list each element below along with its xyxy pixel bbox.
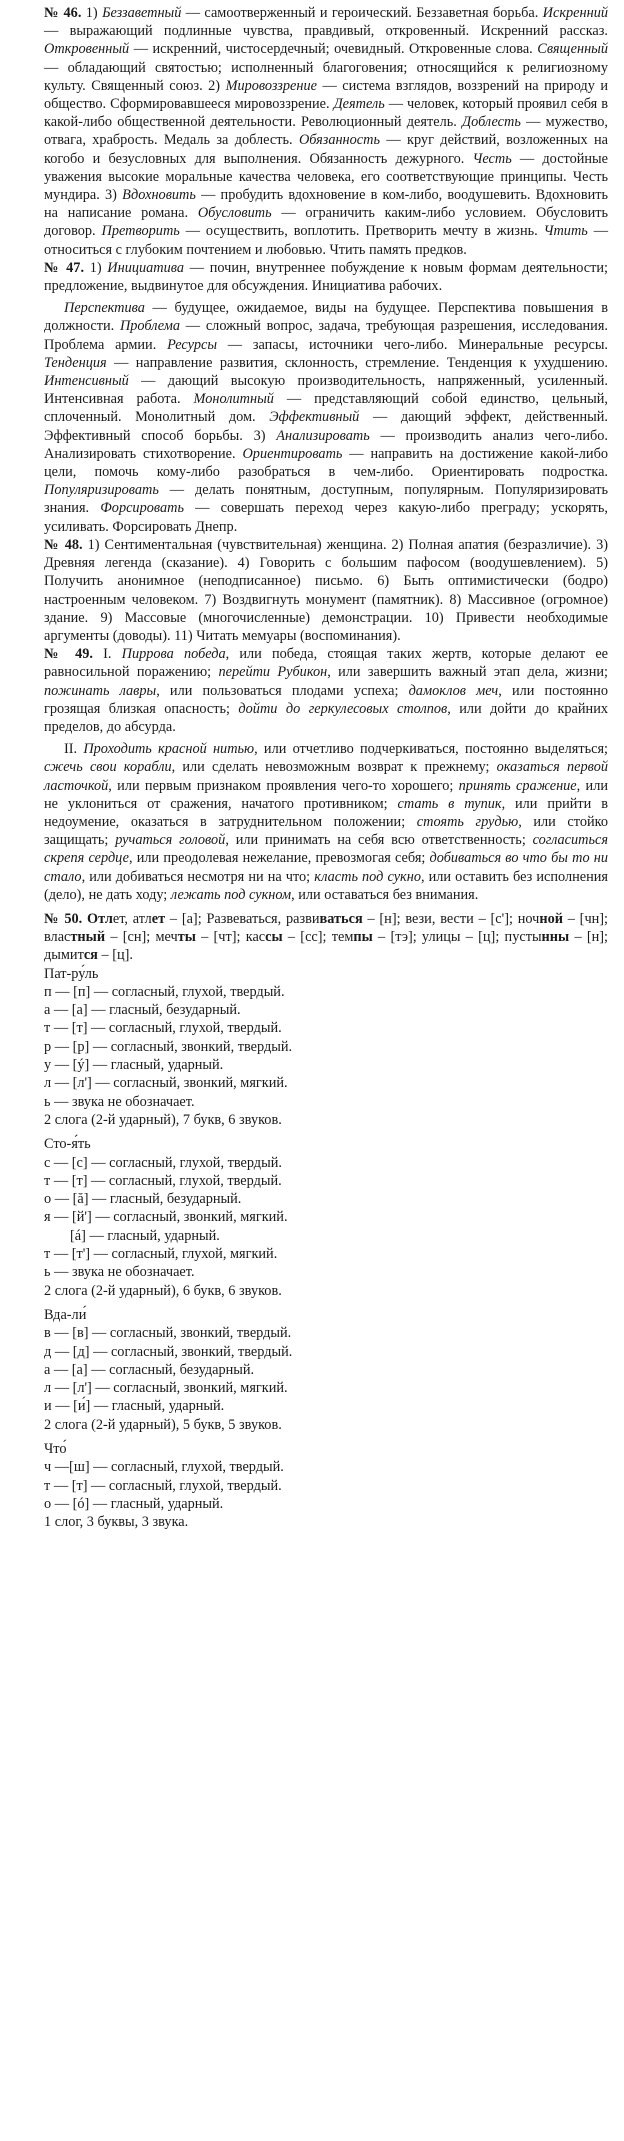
term: Искренний bbox=[542, 5, 608, 21]
term: Ориентировать bbox=[242, 445, 343, 462]
text-run: – [чт]; кас bbox=[195, 929, 266, 946]
term: Популяризировать bbox=[44, 482, 159, 499]
text-run: 1) bbox=[81, 5, 103, 21]
text-run: – [а]; Развеваться, разви bbox=[165, 910, 320, 927]
text-run: , или пользоваться плодами успеха; bbox=[156, 682, 409, 699]
text-run: — запасы, источники чего-либо. Минеральные ресурсы. bbox=[217, 336, 608, 353]
text-run: — совершать переход через какую-либо преграду; ускорять, усиливать. Форсировать Днепр. bbox=[44, 500, 609, 535]
text-run: , или принимать на себя всю ответственность; bbox=[225, 832, 533, 849]
sound-line: я — [й'] — согласный, звонкий, мягкий. bbox=[44, 1209, 288, 1226]
text-run: — делать понятным, доступным, популярным. Популяризировать знания. bbox=[44, 482, 608, 517]
term: Проблема bbox=[119, 318, 181, 335]
exercise-48 bbox=[44, 536, 608, 645]
text-run: , или победа, стоящая таких жертв, которые делают ее равносильной поражению; bbox=[44, 646, 609, 681]
term: принять сражение bbox=[458, 777, 577, 794]
exercise-number: № 47. bbox=[44, 259, 85, 276]
term: дойти до геркулесовых столпов bbox=[238, 700, 448, 717]
term: согласиться скрепя сердце bbox=[44, 832, 608, 867]
text-run: , или оставить без исполнения (дело), не дать ходу; bbox=[44, 868, 608, 903]
exercise-50-intro bbox=[44, 910, 608, 965]
exercise-number: пы bbox=[353, 929, 373, 946]
text-run: — система взглядов, воззрений на природу и общество. Сформировавшееся мировоззрение. bbox=[44, 77, 608, 113]
text-run: , или не уклониться от сражения, начатого противником; bbox=[44, 777, 608, 812]
word-analysis bbox=[44, 1440, 608, 1531]
exercise-47-part-1 bbox=[44, 259, 608, 295]
sound-line: т — [т] — согласный, глухой, твердый. bbox=[44, 1020, 282, 1037]
analyzed-word: Что́ bbox=[44, 1440, 67, 1457]
analyzed-word: Пат-ру́ль bbox=[44, 965, 99, 982]
exercise-number: № 50. bbox=[44, 910, 83, 927]
text-run: , или добиваться несмотря ни на что; bbox=[81, 868, 315, 885]
exercise-number: нны bbox=[541, 929, 570, 946]
exercise-49-part-2 bbox=[44, 740, 608, 904]
text-run: — дающий эффект, действенный. Эффективный способ борьбы. 3) bbox=[44, 409, 609, 444]
text-run: — искренний, чистосердечный; очевидный. Откровенные слова. bbox=[129, 41, 538, 58]
sound-line: в — [в] — согласный, звонкий, твердый. bbox=[44, 1325, 292, 1342]
term: Откровенный bbox=[44, 41, 130, 58]
sound-line: ь — звука не обозначает. bbox=[44, 1093, 195, 1110]
text-run: – [н]; дымит bbox=[44, 929, 608, 964]
term: дамоклов меч bbox=[408, 682, 499, 699]
exercise-46 bbox=[44, 4, 608, 259]
exercise-number: тный bbox=[70, 929, 106, 946]
text-run: — относиться с глубоким почтением и любовью. Чтить память предков. bbox=[44, 223, 608, 258]
exercise-number: Отл bbox=[87, 910, 113, 927]
text-run: — направить на достижение какой-либо цели, помочь кому-либо разобраться в чем-либо. Ориентировать подростка. bbox=[44, 445, 609, 481]
text-run: — ограничить каким-либо условием. Обусловить договор. bbox=[44, 205, 609, 240]
text-run: — направление развития, склонность, стремление. Тенденция к ухудшению. bbox=[106, 354, 608, 371]
exercise-number: ся bbox=[83, 947, 98, 964]
sound-line: [á] — гласный, ударный. bbox=[70, 1227, 220, 1244]
sound-line: т — [т] — согласный, глухой, твердый. bbox=[44, 1172, 282, 1189]
term: Обязанность bbox=[298, 132, 380, 149]
sound-line: 1 слог, 3 буквы, 3 звука. bbox=[44, 1514, 189, 1531]
term: стать в тупик bbox=[397, 795, 502, 812]
term: Интенсивный bbox=[44, 373, 129, 390]
term: Инициатива bbox=[107, 259, 185, 276]
term: Деятель bbox=[333, 96, 385, 113]
text-run: — почин, внутреннее побуждение к новым формам деятельности; предложение, выдвинутое для обсуждения. Инициатива рабочих. bbox=[44, 259, 609, 295]
term: сжечь свои корабли bbox=[44, 759, 172, 776]
term: Обусловить bbox=[197, 205, 272, 222]
text-run: , или оставаться без внимания. bbox=[291, 886, 479, 903]
sound-line: о — [ó] — гласный, ударный. bbox=[44, 1495, 224, 1512]
term: Перспектива bbox=[64, 300, 145, 317]
term: Анализировать bbox=[276, 427, 370, 444]
term: Проходить красной нитью bbox=[83, 741, 255, 758]
sound-line: 2 слога (2-й ударный), 7 букв, 6 звуков. bbox=[44, 1111, 282, 1128]
term: Доблесть bbox=[462, 114, 521, 131]
term: Священный bbox=[537, 41, 608, 58]
term: Чтить bbox=[543, 223, 588, 240]
sound-line: ч —[ш] — согласный, глухой, твердый. bbox=[44, 1459, 284, 1476]
sound-line: о — [ă] — гласный, безударный. bbox=[44, 1191, 242, 1208]
term: Претворить bbox=[101, 223, 180, 240]
text-run: , или сделать невозможным возврат к прежнему; bbox=[171, 759, 497, 776]
text-run: II. bbox=[64, 741, 84, 758]
sound-line: л — [л'] — согласный, звонкий, мягкий. bbox=[44, 1075, 288, 1092]
term: Форсировать bbox=[100, 500, 184, 517]
text-run: ет, атл bbox=[112, 910, 152, 927]
analyzed-word: Вда-ли́ bbox=[44, 1306, 87, 1323]
exercise-number: ваться bbox=[319, 910, 363, 927]
text-run: – [ц]. bbox=[97, 947, 133, 964]
phonetic-analysis bbox=[44, 965, 608, 1532]
text-run: – [сс]; тем bbox=[282, 929, 354, 946]
text-run: , или дойти до крайних пределов, до абсурда. bbox=[44, 700, 608, 735]
sound-line: а — [а] — согласный, безударный. bbox=[44, 1361, 255, 1378]
term: класть под сукно bbox=[314, 868, 421, 885]
exercise-number: № 46. bbox=[44, 5, 82, 21]
term: Пиррова победа bbox=[121, 646, 226, 663]
exercise-number: ет bbox=[151, 910, 166, 927]
text-run: — круг действий, возложенных на когобо и безусловных для выполнения. Обязанность дежурного. bbox=[44, 132, 608, 167]
text-run: — пробудить вдохновение в ком-либо, воодушевить. Вдохновить на написание романа. bbox=[44, 187, 608, 222]
exercise-number: № 49. bbox=[44, 646, 93, 663]
word-analysis bbox=[44, 1306, 608, 1434]
text-run: — дающий высокую производительность, напряженный, усиленный. Интенсивная работа. bbox=[44, 373, 608, 408]
text-run: — представляющий собой единство, цельный, сплоченный. Монолитный дом. bbox=[44, 391, 608, 426]
term: перейти Рубикон bbox=[218, 664, 328, 681]
exercise-47-part-2 bbox=[44, 299, 608, 536]
sound-line: п — [п] — согласный, глухой, твердый. bbox=[44, 983, 285, 1000]
text-run: – [тэ]; улицы – [ц]; пусты bbox=[372, 929, 542, 946]
sound-line: ь — звука не обозначает. bbox=[44, 1264, 195, 1281]
text-run: 1) bbox=[84, 259, 108, 276]
exercise-number: сы bbox=[265, 929, 283, 946]
exercise-number: ты bbox=[177, 929, 196, 946]
sound-line: д — [д] — согласный, звонкий, твердый. bbox=[44, 1343, 293, 1360]
exercise-number: ной bbox=[539, 910, 563, 927]
text-run: — обладающий святостью; исполненный благоговения; относящийся к религиозному культу. Священный союз. 2) bbox=[44, 59, 608, 94]
sound-line: т — [т] — согласный, глухой, твердый. bbox=[44, 1477, 282, 1494]
term: Мировоззрение bbox=[225, 77, 317, 94]
exercise-number: № 48. bbox=[44, 536, 83, 553]
text-run: , или первым признаком проявления чего-то хорошего; bbox=[108, 777, 459, 794]
text-run: — производить анализ чего-либо. Анализировать стихотворение. bbox=[44, 427, 608, 462]
text-run: — человек, который проявил себя в какой-либо общественной деятельности. Революционный деятель. bbox=[44, 96, 608, 131]
text-run: — сложный вопрос, задача, требующая разрешения, исследования. Проблема армии. bbox=[44, 318, 608, 353]
term: стоять грудью bbox=[416, 813, 519, 830]
text-run: — самоотверженный и героический. Беззаветная борьба. bbox=[181, 5, 543, 21]
term: Вдохновить bbox=[122, 187, 196, 204]
sound-line: т — [т'] — согласный, глухой, мягкий. bbox=[44, 1246, 278, 1263]
sound-line: с — [с] — согласный, глухой, твердый. bbox=[44, 1154, 282, 1171]
sound-line: а — [а] — гласный, безударный. bbox=[44, 1002, 241, 1019]
term: Эффективный bbox=[269, 409, 360, 426]
text-run: – [чн]; влас bbox=[44, 910, 609, 946]
text-run: , или постоянно грозящая близкая опасность; bbox=[44, 682, 608, 717]
sound-line: и — [и́] — гласный, ударный. bbox=[44, 1398, 225, 1415]
term: Беззаветный bbox=[102, 5, 182, 21]
text-run: – [н]; вези, вести – [с']; ноч bbox=[362, 910, 540, 927]
term: Тенденция bbox=[44, 354, 107, 371]
text-run: , или отчетливо подчеркиваться, постоянно выделяться; bbox=[254, 741, 608, 758]
text-run: , или преодолевая нежелание, превозмогая себя; bbox=[129, 850, 430, 867]
exercise-49-part-1 bbox=[44, 645, 608, 736]
term: Монолитный bbox=[193, 391, 274, 408]
sound-line: 2 слога (2-й ударный), 6 букв, 6 звуков. bbox=[44, 1282, 282, 1299]
term: ручаться головой bbox=[115, 832, 226, 849]
text-run: 1) Сентиментальная (чувствительная) женщина. 2) Полная апатия (безразличие). 3) Древняя легенда (сказание). 4) Говорить с большим пафосом (воодушевлением). 5) Получить анонимное (неподписанное) письмо. 6) Быть оптимистически (бодро) настроенным человеком. 7) Воздвигнуть монумент (памятник). 8) Массивное (огромное) здание. 9) Массовые (многочисленные) демонстрации. 10) Привести необходимые аргументы (доводы). 11) Читать мемуары (воспоминания). bbox=[44, 536, 608, 644]
word-analysis bbox=[44, 965, 608, 1130]
text-run: — мужество, отвага, храбрость. Медаль за доблесть. bbox=[44, 114, 608, 149]
text-run: , или завершить важный этап дела, жизни; bbox=[327, 664, 608, 681]
term: оказаться первой ласточкой bbox=[44, 759, 608, 794]
sound-line: у — [ý] — гласный, ударный. bbox=[44, 1057, 224, 1074]
text-run: , или прийти в недоумение, оказаться в затруднительном положении; bbox=[44, 795, 608, 830]
analyzed-word: Сто-я́ть bbox=[44, 1136, 91, 1153]
text-run: — достойные уважения высокие моральные качества человека, его соответствующие принципы. Честь мундира. 3) bbox=[44, 150, 608, 204]
sound-line: л — [л'] — согласный, звонкий, мягкий. bbox=[44, 1380, 288, 1397]
term: пожинать лавры bbox=[44, 682, 157, 699]
text-run: I. bbox=[92, 646, 122, 663]
text-run: – [сн]; меч bbox=[105, 929, 178, 946]
text-run: , или стойко защищать; bbox=[44, 813, 609, 849]
term: Ресурсы bbox=[167, 336, 218, 353]
term: Честь bbox=[472, 150, 512, 167]
sound-line: р — [р] — согласный, звонкий, твердый. bbox=[44, 1038, 293, 1055]
term: лежать под сукном bbox=[170, 886, 292, 903]
textbook-page bbox=[0, 4, 624, 2141]
term: добиваться во что бы то ни стало bbox=[44, 850, 608, 885]
text-run: — осуществить, воплотить. Претворить мечту в жизнь. bbox=[179, 223, 544, 240]
text-run: — выражающий подлинные чувства, правдивый, откровенный. Искренний рассказ. bbox=[44, 23, 608, 40]
text-run: — будущее, ожидаемое, виды на будущее. Перспектива повышения в должности. bbox=[44, 300, 608, 335]
word-analysis bbox=[44, 1135, 608, 1300]
sound-line: 2 слога (2-й ударный), 5 букв, 5 звуков. bbox=[44, 1416, 282, 1433]
